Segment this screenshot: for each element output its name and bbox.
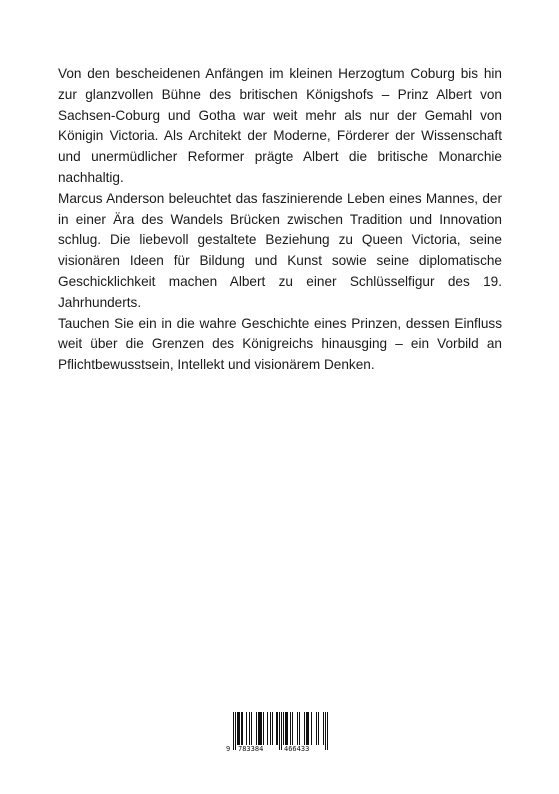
barcode-bar xyxy=(311,712,312,745)
barcode-bar xyxy=(286,712,287,745)
barcode-bar xyxy=(297,712,298,745)
barcode-bar xyxy=(239,712,240,745)
blurb-paragraph-3: Tauchen Sie ein in die wahre Geschichte eines Prinzen, dessen Einfluss weit über die Grenzen des Königreichs hinausging – ein Vorbild an Pflichtbewusstsein, Intellekt und visionärem Denken. xyxy=(58,315,502,373)
barcode-bar xyxy=(242,712,243,745)
barcode-bar xyxy=(238,712,239,745)
barcode-bar xyxy=(327,712,328,750)
barcode-bar xyxy=(261,712,262,745)
barcode-bar xyxy=(287,712,288,745)
barcode-bar xyxy=(306,712,307,745)
barcode-bar xyxy=(270,712,271,745)
barcode-bar xyxy=(276,712,277,745)
barcode-bar xyxy=(263,712,264,745)
barcode-bar xyxy=(237,712,238,745)
barcode-bar xyxy=(260,712,261,745)
barcode-bar xyxy=(290,712,291,745)
barcode-right-group: 466433 xyxy=(284,745,310,753)
barcode-bar xyxy=(281,712,282,750)
barcode-bar xyxy=(316,712,317,745)
barcode-bar xyxy=(279,712,280,750)
barcode-bar xyxy=(285,712,286,745)
barcode-bar xyxy=(318,712,319,745)
barcode-bar xyxy=(233,712,234,750)
barcode-bar xyxy=(235,712,236,750)
barcode-bar xyxy=(277,712,278,745)
barcode-bar xyxy=(299,712,300,745)
barcode-bar xyxy=(325,712,326,750)
barcode-bar xyxy=(307,712,308,745)
isbn-barcode xyxy=(224,712,336,758)
barcode-bar xyxy=(323,712,324,745)
blurb-paragraph-1: Von den bescheidenen Anfängen im kleinen Herzogtum Coburg bis hin zur glanzvollen Bühne des britischen Königshofs – Prinz Albert von Sachsen-Coburg und Gotha war weit mehr als nur der Gemahl von Königin Victoria. Als Architekt der Moderne, Förderer der Wissenschaft und unermüdlicher Reformer prägte Albert die britische Monarchie nachhaltig. xyxy=(58,66,502,185)
barcode-bar xyxy=(267,712,268,745)
barcode-bar xyxy=(308,712,309,745)
barcode-bar xyxy=(292,712,293,745)
barcode-bar xyxy=(251,712,252,745)
barcode-bar xyxy=(241,712,242,745)
barcode-first-digit: 9 xyxy=(226,745,231,753)
barcode-bar xyxy=(283,712,284,745)
blurb-paragraph-2: Marcus Anderson beleuchtet das faszinierende Leben eines Mannes, der in einer Ära des Wandels Brücken zwischen Tradition und Innovation schlug. Die liebevoll gestaltete Beziehung zu Queen Victoria, seine visionären Ideen für Bildung und Kunst sowie seine diplomatische Geschicklichkeit machen Albert zu einer Schlüsselfigur des 19. Jahrhunderts. xyxy=(58,190,502,310)
barcode-bar xyxy=(304,712,305,745)
barcode-bar xyxy=(258,712,259,745)
barcode-bar xyxy=(246,712,247,745)
barcode-bar xyxy=(249,712,250,745)
barcode-bar xyxy=(259,712,260,745)
barcode-bar xyxy=(272,712,273,745)
barcode-left-group: 783384 xyxy=(238,745,264,753)
barcode-bar xyxy=(256,712,257,745)
back-cover-blurb xyxy=(58,64,502,376)
